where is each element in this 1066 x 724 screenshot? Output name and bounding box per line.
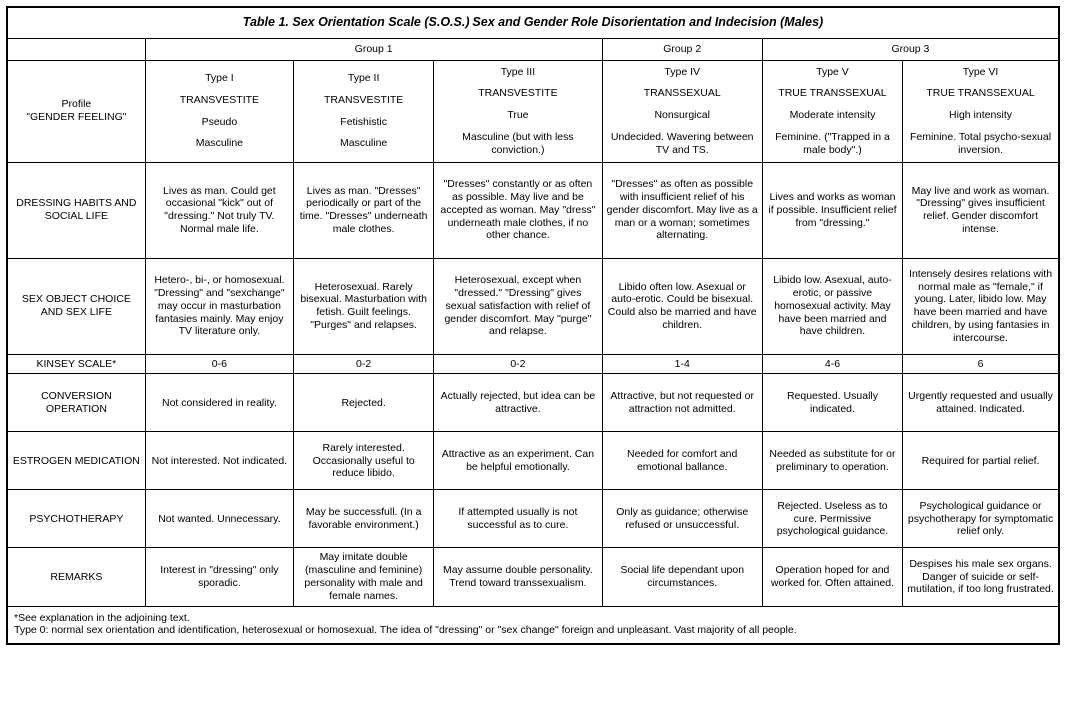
cell-remarks-type-3: May assume double personality. Trend toward transsexualism. — [434, 548, 602, 606]
cell-dressing-type-5: Lives and works as woman if possible. Insufficient relief from "dressing." — [762, 162, 902, 258]
type-name-1: Type I — [205, 72, 234, 85]
cell-psychotherapy-type-6: Psychological guidance or psychotherapy for symptomatic relief only. — [903, 490, 1059, 548]
cell-conversion-type-5: Requested. Usually indicated. — [762, 374, 902, 432]
type-category-4: TRANSSEXUAL — [643, 87, 721, 100]
cell-kinsey-type-6: 6 — [903, 354, 1059, 374]
cell-remarks-type-5: Operation hoped for and worked for. Often attained. — [762, 548, 902, 606]
cell-kinsey-type-4: 1-4 — [602, 354, 762, 374]
profile-label-line-2: "GENDER FEELING" — [26, 111, 127, 124]
group-header-1: Group 1 — [145, 38, 602, 60]
cell-sexlife-type-5: Libido low. Asexual, auto-erotic, or passive homosexual activity. May have been married and have children. — [762, 258, 902, 354]
profile-type-6 — [903, 60, 1059, 162]
cell-estrogen-type-6: Required for partial relief. — [903, 432, 1059, 490]
row-label-conversion-operation: CONVERSION OPERATION — [7, 374, 145, 432]
cell-conversion-type-1: Not considered in reality. — [145, 374, 293, 432]
cell-psychotherapy-type-4: Only as guidance; otherwise refused or unsuccessful. — [602, 490, 762, 548]
group-header-row — [7, 38, 1059, 60]
cell-conversion-type-2: Rejected. — [294, 374, 434, 432]
type-intensity-2: Fetishistic — [340, 115, 387, 128]
type-intensity-3: True — [507, 109, 529, 122]
profile-row — [7, 60, 1059, 162]
cell-remarks-type-6: Despises his male sex organs. Danger of suicide or self-mutilation, if too long frustrated. — [903, 548, 1059, 606]
cell-dressing-type-3: "Dresses" constantly or as often as possible. May live and be accepted as woman. May "dress" underneath male clothes, if no other chance. — [434, 162, 602, 258]
row-label-estrogen-medication: ESTROGEN MEDICATION — [7, 432, 145, 490]
cell-estrogen-type-2: Rarely interested. Occasionally useful to reduce libido. — [294, 432, 434, 490]
cell-psychotherapy-type-2: May be successfull. (In a favorable environment.) — [294, 490, 434, 548]
type-category-5: TRUE TRANSSEXUAL — [778, 87, 887, 100]
table-title-row — [7, 7, 1059, 38]
group-header-2: Group 2 — [602, 38, 762, 60]
cell-remarks-type-4: Social life dependant upon circumstances. — [602, 548, 762, 606]
table-row — [7, 162, 1059, 258]
cell-dressing-type-6: May live and work as woman. "Dressing" gives insufficient relief. Gender discomfort intense. — [903, 162, 1059, 258]
table-row — [7, 374, 1059, 432]
table-row — [7, 548, 1059, 606]
cell-kinsey-type-5: 4-6 — [762, 354, 902, 374]
type-category-6: TRUE TRANSSEXUAL — [926, 87, 1035, 100]
profile-type-1 — [145, 60, 293, 162]
type-feeling-4: Undecided. Wavering between TV and TS. — [610, 131, 754, 156]
type-category-3: TRANSVESTITE — [478, 87, 558, 100]
cell-sexlife-type-2: Heterosexual. Rarely bisexual. Masturbation with fetish. Guilt feelings. "Purges" and relapses. — [294, 258, 434, 354]
profile-type-5 — [762, 60, 902, 162]
cell-kinsey-type-2: 0-2 — [294, 354, 434, 374]
cell-estrogen-type-3: Attractive as an experiment. Can be helpful emotionally. — [434, 432, 602, 490]
type-intensity-6: High intensity — [949, 109, 1013, 122]
table-footer-row — [7, 606, 1059, 644]
table-row — [7, 354, 1059, 374]
row-label-dressing-habits: DRESSING HABITS AND SOCIAL LIFE — [7, 162, 145, 258]
table-footnote — [7, 606, 1059, 644]
cell-psychotherapy-type-1: Not wanted. Unnecessary. — [145, 490, 293, 548]
cell-dressing-type-2: Lives as man. "Dresses" periodically or part of the time. "Dresses" underneath male clothes. — [294, 162, 434, 258]
cell-kinsey-type-3: 0-2 — [434, 354, 602, 374]
type-name-6: Type VI — [962, 65, 999, 78]
profile-type-4 — [602, 60, 762, 162]
sos-table — [6, 6, 1060, 645]
type-name-4: Type IV — [664, 65, 700, 78]
cell-dressing-type-1: Lives as man. Could get occasional "kick" out of "dressing." Not truly TV. Normal male life. — [145, 162, 293, 258]
profile-label-line-1: Profile — [61, 98, 92, 111]
table-title — [7, 7, 1059, 38]
row-label-kinsey-scale: KINSEY SCALE* — [7, 354, 145, 374]
cell-estrogen-type-1: Not interested. Not indicated. — [145, 432, 293, 490]
cell-remarks-type-1: Interest in "dressing" only sporadic. — [145, 548, 293, 606]
cell-sexlife-type-1: Hetero-, bi-, or homosexual. "Dressing" and "sexchange" may occur in masturbation fantasies mainly. May enjoy TV literature only. — [145, 258, 293, 354]
group-header-3: Group 3 — [762, 38, 1059, 60]
cell-psychotherapy-type-3: If attempted usually is not successful as to cure. — [434, 490, 602, 548]
title-line-1: Table 1. Sex Orientation Scale (S.O.S.) — [242, 15, 470, 29]
type-name-3: Type III — [500, 65, 536, 78]
cell-estrogen-type-4: Needed for comfort and emotional ballance. — [602, 432, 762, 490]
type-feeling-6: Feminine. Total psycho-sexual inversion. — [910, 131, 1052, 156]
type-category-1: TRANSVESTITE — [179, 93, 260, 106]
table-row — [7, 432, 1059, 490]
row-label-sex-object-choice: SEX OBJECT CHOICE AND SEX LIFE — [7, 258, 145, 354]
cell-estrogen-type-5: Needed as substitute for or preliminary to operation. — [762, 432, 902, 490]
cell-kinsey-type-1: 0-6 — [145, 354, 293, 374]
cell-dressing-type-4: "Dresses" as often as possible with insufficient relief of his gender discomfort. May live as a man or a woman; sometimes alternating. — [602, 162, 762, 258]
cell-psychotherapy-type-5: Rejected. Useless as to cure. Permissive psychological guidance. — [762, 490, 902, 548]
type-name-2: Type II — [347, 72, 380, 85]
cell-conversion-type-6: Urgently requested and usually attained. Indicated. — [903, 374, 1059, 432]
type-intensity-4: Nonsurgical — [654, 109, 710, 122]
table-row — [7, 258, 1059, 354]
type-feeling-2: Masculine — [340, 137, 388, 150]
footnote-line-1: *See explanation in the adjoining text. — [14, 611, 190, 624]
type-intensity-1: Pseudo — [201, 115, 238, 128]
type-category-2: TRANSVESTITE — [323, 93, 404, 106]
group-header-blank — [7, 38, 145, 60]
type-intensity-5: Moderate intensity — [789, 109, 876, 122]
cell-remarks-type-2: May imitate double (masculine and feminine) personality with male and female names. — [294, 548, 434, 606]
row-label-profile — [7, 60, 145, 162]
row-label-remarks: REMARKS — [7, 548, 145, 606]
title-line-2: Sex and Gender Role Disorientation and Indecision (Males) — [472, 15, 824, 29]
cell-conversion-type-3: Actually rejected, but idea can be attractive. — [434, 374, 602, 432]
table-row — [7, 490, 1059, 548]
type-name-5: Type V — [816, 65, 849, 78]
row-label-psychotherapy: PSYCHOTHERAPY — [7, 490, 145, 548]
cell-sexlife-type-4: Libido often low. Asexual or auto-erotic. Could be bisexual. Could also be married and have children. — [602, 258, 762, 354]
type-feeling-5: Feminine. ("Trapped in a male body".) — [775, 131, 890, 156]
profile-type-2 — [294, 60, 434, 162]
cell-conversion-type-4: Attractive, but not requested or attraction not admitted. — [602, 374, 762, 432]
cell-sexlife-type-3: Heterosexual, except when "dressed." "Dressing" gives sexual satisfaction with relief of gender discomfort. May "purge" and relapse. — [434, 258, 602, 354]
cell-sexlife-type-6: Intensely desires relations with normal male as "female," if young. Later, libido low. May have been married and have children, by using fantasies in intercourse. — [903, 258, 1059, 354]
type-feeling-1: Masculine — [195, 137, 244, 150]
type-feeling-3: Masculine (but with less conviction.) — [462, 131, 574, 156]
footnote-line-2: Type 0: normal sex orientation and identification, heterosexual or homosexual. The idea of "dressing" or "sex change" foreign and unpleasant. Vast majority of all people. — [14, 624, 797, 637]
profile-type-3 — [434, 60, 602, 162]
